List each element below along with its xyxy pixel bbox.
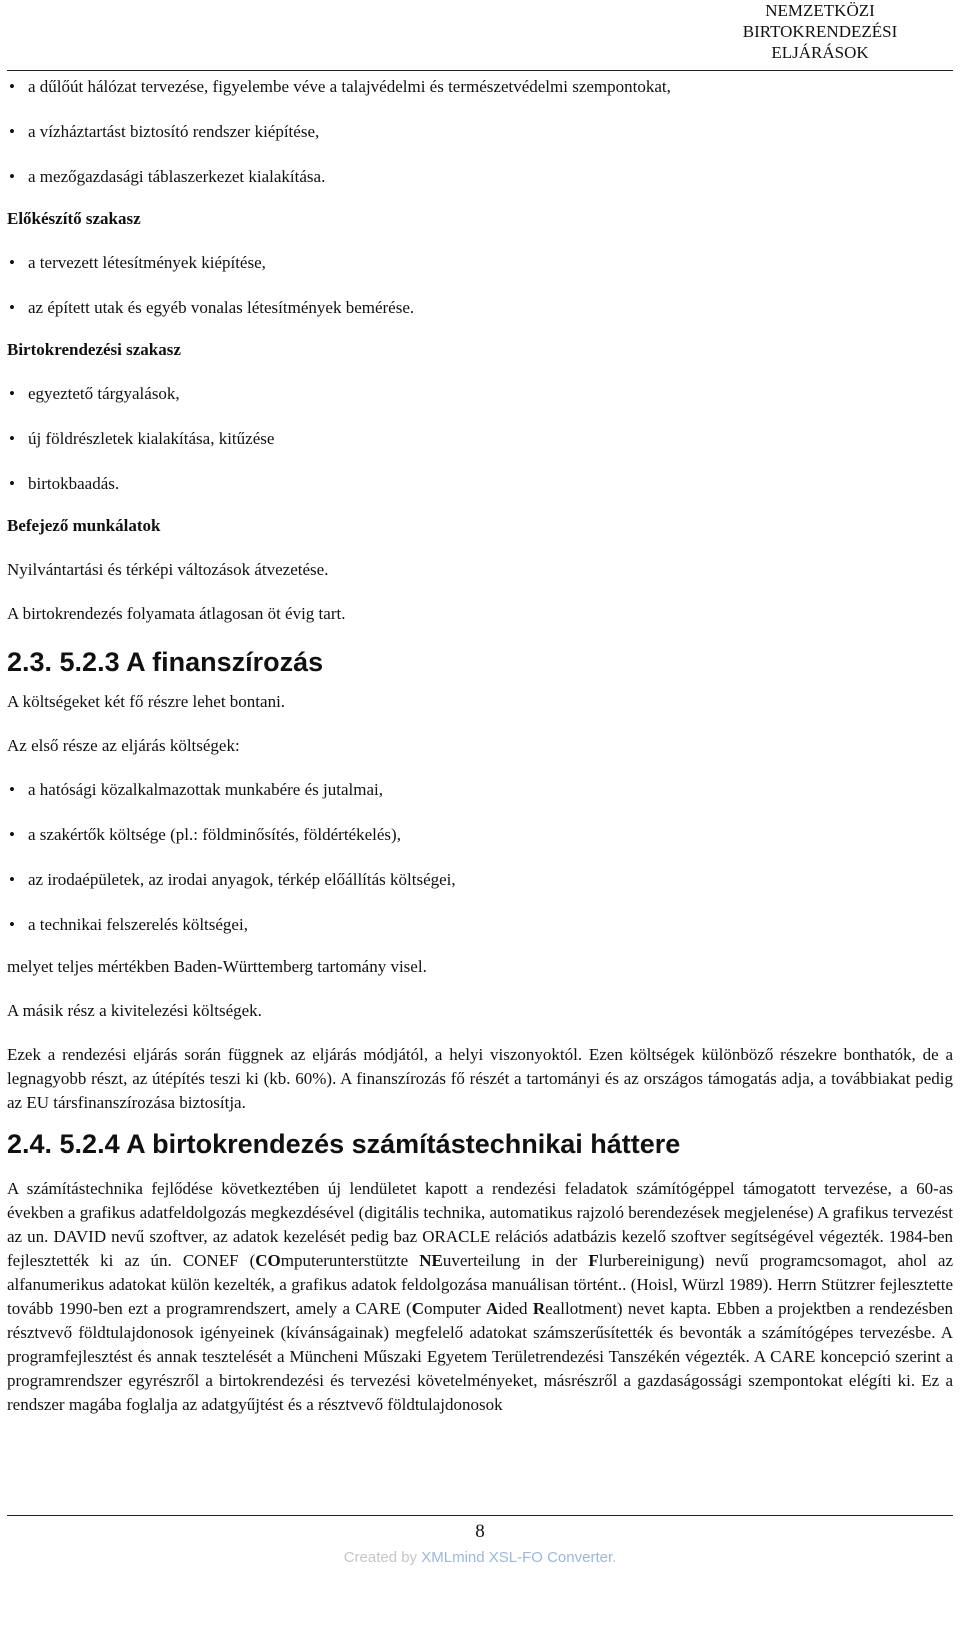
- subsection-heading: Előkészítő szakasz: [7, 209, 141, 228]
- list-item: [7, 779, 953, 824]
- list-item-text: új földrészletek kialakítása, kitűzése: [28, 429, 275, 448]
- list-item-text: egyeztető tárgyalások,: [28, 384, 180, 403]
- list-item: [7, 473, 953, 515]
- bullet-icon: •: [9, 915, 15, 934]
- paragraph: Nyilvántartási és térképi változások átvezetése.: [7, 560, 329, 579]
- paragraph: Az első része az eljárás költségek:: [7, 736, 240, 755]
- bullet-icon: •: [9, 429, 15, 448]
- list-item: [7, 824, 953, 869]
- list-item-text: a vízháztartást biztosító rendszer kiépítése,: [28, 122, 320, 141]
- paragraph: A költségeket két fő részre lehet bontani.: [7, 692, 286, 711]
- subsection-heading: Befejező munkálatok: [7, 516, 161, 535]
- paragraph: A másik rész a kivitelezési költségek.: [7, 1001, 262, 1020]
- header-line-2: BIRTOKRENDEZÉSI: [742, 22, 898, 41]
- list-item: [7, 383, 953, 428]
- paragraph-computing: A számítástechnika fejlődése következtében új lendületet kapott a rendezési feladatok számítógéppel támogatott tervezése, a 60-as években a grafikus adatfeldolgozás megkezdésével (digitális technika, automatikus rajzoló berendezések megjelenése) A grafikus tervezést az un. DAVID nevű szoftver, az adatok kezelését pedig baz ORACLE relációs adatbázis kezelő szoftver segítségével végezték. 1984-ben fejlesztették ki az ún. CONEF (COmputerunterstützte NEuverteilung in der Flurbereinigung) nevű programcsomagot, ahol az alfanumerikus adatokat külön kezelték, a grafikus adatok feldolgozása manuálisan történt.. (Hoisl, Würzl 1989). Herrn Stützrer fejlesztette tovább 1990-ben ezt a programrendszert, amely a CARE (Computer Aided Reallotment) nevet kapta. Ebben a projektben a rendezésben résztvevő földtulajdonosok igényeinek (kívánságainak) megfelelő adatokat számszerűsítették és bevonták a számítógépes tervezésbe. A programfejlesztést és annak tesztelését a Müncheni Műszaki Egyetem Területrendezési Tanszékén végezték. A CARE koncepció szerint a programrendszer egyrészről a birtokrendezési és tervezési követelményeket, másrészről a gazdaságossági szempontokat elégíti ki. Ez a rendszer magába foglalja az adatgyűjtést és a résztvevő földtulajdonosok: [7, 1179, 954, 1414]
- paragraph: Ezek a rendezési eljárás során függnek az eljárás módjától, a helyi viszonyoktól. Ezen költségek különböző részekre bonthatók, de a legnagyobb részt, az útépítés teszi ki (kb. 60%). A finanszírozás fő részét a tartományi és az országos támogatás adja, a továbbiakat pedig az EU társfinanszírozása biztosítja.: [7, 1045, 953, 1112]
- list-item-text: a dűlőút hálózat tervezése, figyelembe véve a talajvédelmi és természetvédelmi szempontokat,: [28, 77, 671, 96]
- bullet-icon: •: [9, 825, 15, 844]
- section-title: 2.3. 5.2.3 A finanszírozás: [7, 647, 324, 677]
- list-item: [7, 166, 953, 208]
- bullet-icon: •: [9, 474, 15, 493]
- list-item: [7, 121, 953, 166]
- bullet-icon: •: [9, 780, 15, 799]
- bullet-icon: •: [9, 870, 15, 889]
- header-rule: [7, 70, 953, 71]
- list-item: [7, 428, 953, 473]
- bullet-icon: •: [9, 122, 15, 141]
- list-item: [7, 869, 953, 914]
- bullet-icon: •: [9, 298, 15, 317]
- list-item-text: a technikai felszerelés költségei,: [28, 915, 248, 934]
- running-header: [710, 0, 930, 63]
- list-item-text: a tervezett létesítmények kiépítése,: [28, 253, 266, 272]
- bullet-icon: •: [9, 253, 15, 272]
- paragraph: melyet teljes mértékben Baden-Württemberg tartomány visel.: [7, 957, 427, 976]
- converter-credit: Created by XMLmind XSL-FO Converter.: [343, 1549, 617, 1566]
- page-body: [7, 76, 953, 1417]
- list-item-text: a mezőgazdasági táblaszerkezet kialakítása.: [28, 167, 326, 186]
- list-item-text: az irodaépületek, az irodai anyagok, térkép előállítás költségei,: [28, 870, 456, 889]
- list-item-text: az épített utak és egyéb vonalas létesítmények bemérése.: [28, 298, 415, 317]
- footer-rule: [7, 1515, 953, 1516]
- header-line-1: NEMZETKÖZI: [765, 1, 875, 20]
- list-item: [7, 252, 953, 297]
- header-line-3: ELJÁRÁSOK: [771, 43, 869, 62]
- list-item: [7, 76, 953, 121]
- list-item-text: a hatósági közalkalmazottak munkabére és jutalmai,: [28, 780, 383, 799]
- section-title: 2.4. 5.2.4 A birtokrendezés számítástechnikai háttere: [7, 1129, 681, 1159]
- bullet-icon: •: [9, 77, 15, 96]
- list-item-text: a szakértők költsége (pl.: földminősítés, földértékelés),: [28, 825, 401, 844]
- bullet-icon: •: [9, 167, 15, 186]
- list-item-text: birtokbaadás.: [28, 474, 120, 493]
- page-number: 8: [475, 1521, 485, 1542]
- subsection-heading: Birtokrendezési szakasz: [7, 340, 181, 359]
- paragraph: A birtokrendezés folyamata átlagosan öt évig tart.: [7, 604, 346, 623]
- list-item: [7, 914, 953, 956]
- list-item: [7, 297, 953, 339]
- bullet-icon: •: [9, 384, 15, 403]
